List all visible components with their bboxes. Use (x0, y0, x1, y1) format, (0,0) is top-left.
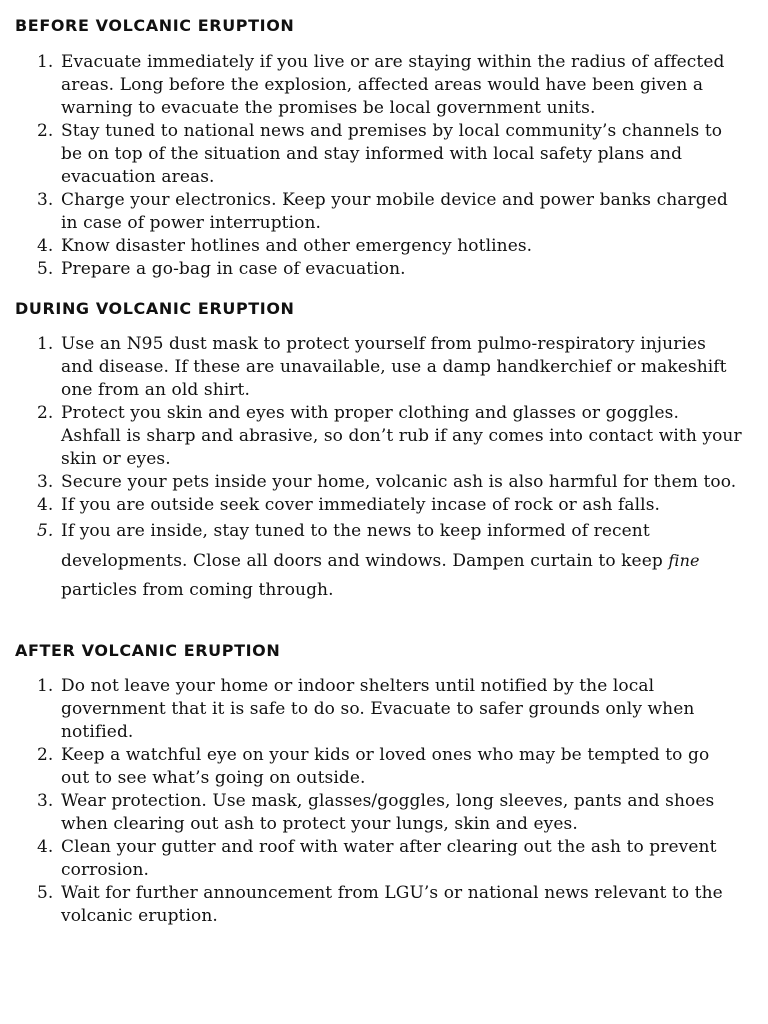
list-item (0, 189, 768, 235)
item-text-part: If you are inside, stay tuned to the news to keep informed of recent developments. Close all doors and windows. Dampen curtain to keep (61, 521, 669, 571)
item-text: If you are outside seek cover immediately incase of rock or ash falls. (61, 495, 661, 515)
item-number: 4. (37, 236, 54, 256)
list-item (0, 402, 768, 471)
item-text-part: particles from coming through. (61, 580, 334, 600)
list-item (0, 258, 768, 281)
item-number: 5. (37, 259, 54, 279)
item-text: Do not leave your home or indoor shelters until notified by the local government that it is safe to do so. Evacuate to safer grounds only when notified. (61, 676, 695, 742)
item-text: Know disaster hotlines and other emergency hotlines. (61, 236, 533, 256)
list-item (0, 494, 768, 517)
item-number: 2. (37, 745, 54, 765)
item-number: 3. (37, 791, 54, 811)
section-heading-before: BEFORE VOLCANIC ERUPTION (15, 16, 295, 35)
list-item (0, 517, 768, 605)
list-item (0, 744, 768, 790)
section-heading-after: AFTER VOLCANIC ERUPTION (15, 641, 281, 660)
list-item (0, 675, 768, 744)
item-number: 3. (37, 472, 54, 492)
handwritten-word: fine (668, 551, 700, 570)
item-number: 4. (37, 837, 54, 857)
list-item (0, 333, 768, 402)
list-item (0, 51, 768, 120)
list-during (0, 333, 768, 605)
item-text: Charge your electronics. Keep your mobile device and power banks charged in case of power interruption. (61, 190, 728, 233)
item-text: Evacuate immediately if you live or are staying within the radius of affected areas. Long before the explosion, affected areas would have been given a warning to evacuate the promises be local government units. (61, 52, 725, 118)
item-number: 5. (37, 883, 54, 903)
item-text: Wear protection. Use mask, glasses/goggles, long sleeves, pants and shoes when clearing out ash to protect your lungs, skin and eyes. (61, 791, 715, 834)
list-item (0, 235, 768, 258)
item-text: Wait for further announcement from LGU’s or national news relevant to the volcanic eruption. (61, 883, 723, 926)
item-text: Secure your pets inside your home, volcanic ash is also harmful for them too. (61, 472, 737, 492)
list-before (0, 51, 768, 281)
item-text: Stay tuned to national news and premises by local community’s channels to be on top of the situation and stay informed with local safety plans and evacuation areas. (61, 121, 723, 187)
item-number: 2. (37, 403, 54, 423)
item-text: Clean your gutter and roof with water after clearing out the ash to prevent corrosion. (61, 837, 717, 880)
list-item (0, 882, 768, 928)
item-text: Keep a watchful eye on your kids or loved ones who may be tempted to go out to see what’s going on outside. (61, 745, 710, 788)
list-after (0, 675, 768, 928)
item-number: 1. (37, 676, 54, 696)
item-text: Prepare a go-bag in case of evacuation. (61, 259, 406, 279)
item-text: Protect you skin and eyes with proper clothing and glasses or goggles. Ashfall is sharp and abrasive, so don’t rub if any comes into contact with your skin or eyes. (61, 403, 742, 469)
item-number: 3. (37, 190, 54, 210)
item-number: 1. (37, 334, 54, 354)
list-item (0, 836, 768, 882)
list-item (0, 120, 768, 189)
item-number: 4. (37, 495, 54, 515)
section-heading-during: DURING VOLCANIC ERUPTION (15, 299, 295, 318)
item-number: 2. (37, 121, 54, 141)
item-text: Use an N95 dust mask to protect yourself from pulmo-respiratory injuries and disease. If these are unavailable, use a damp handkerchief or makeshift one from an old shirt. (61, 334, 727, 400)
list-item (0, 471, 768, 494)
item-text (61, 521, 700, 600)
list-item (0, 790, 768, 836)
item-number: 1. (37, 52, 54, 72)
item-number: 5. (37, 521, 54, 541)
